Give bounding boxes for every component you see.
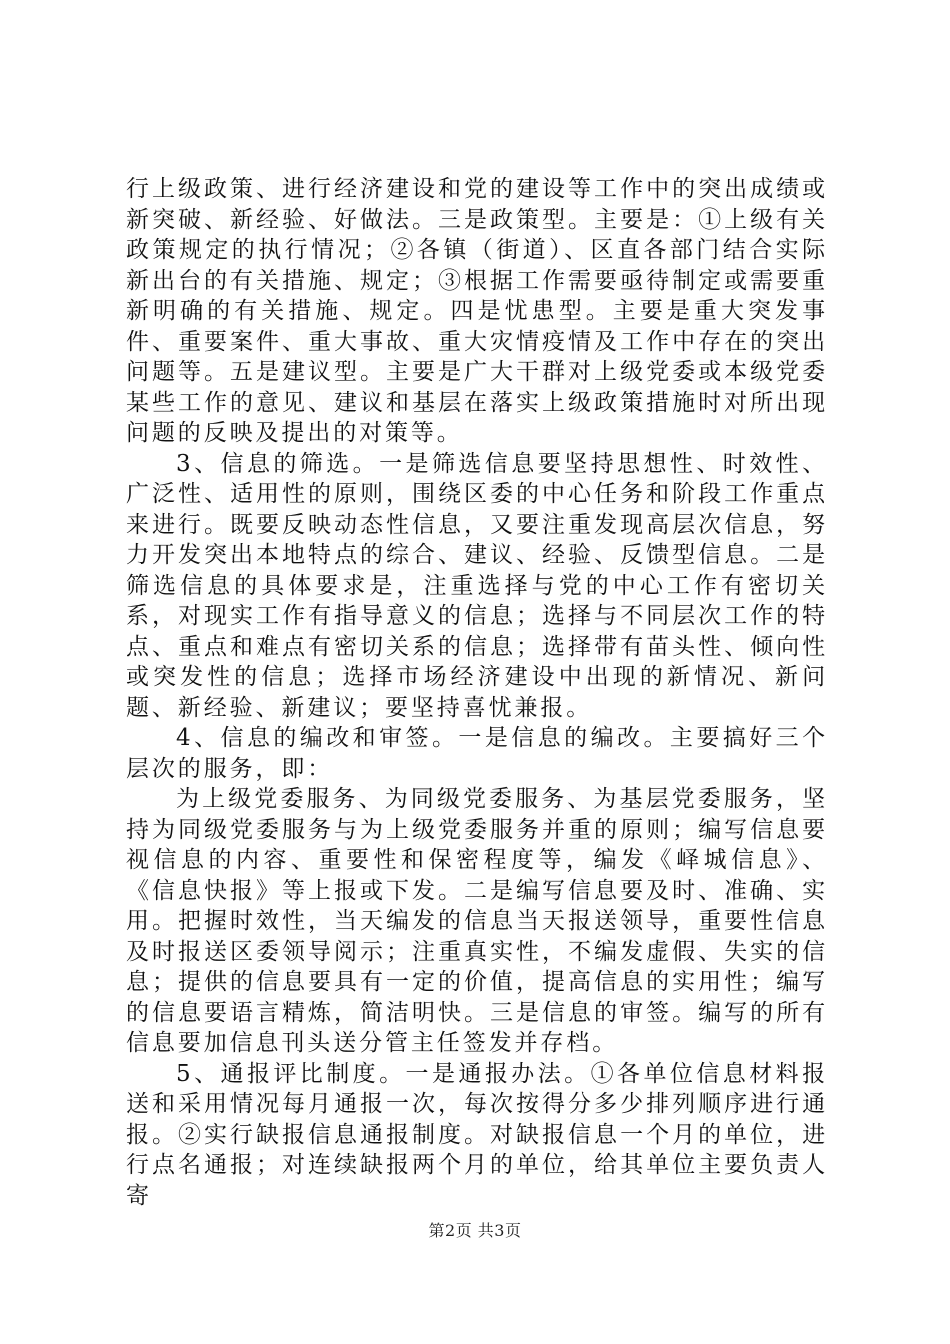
paragraph-2: 3、信息的筛选。一是筛选信息要坚持思想性、时效性、广泛性、适用性的原则，围绕区委的中心任务和阶段工作重点来进行。既要反映动态性信息，又要注重发现高层次信息，努力开发突出本地特点的综合、建议、经验、反馈型信息。二是筛选信息的具体要求是，注重选择与党的中心工作有密切关系，对现实工作有指导意义的信息；选择与不同层次工作的特点、重点和难点有密切关系的信息；选择带有苗头性、倾向性或突发性的信息；选择市场经济建设中出现的新情况、新问题、新经验、新建议；要坚持喜忧兼报。 xyxy=(126,450,828,721)
paragraph-4: 为上级党委服务、为同级党委服务、为基层党委服务，坚持为同级党委服务与为上级党委服务并重的原则；编写信息要视信息的内容、重要性和保密程度等，编发《峄城信息》、《信息快报》等上报或下发。二是编写信息要及时、准确、实用。把握时效性，当天编发的信息当天报送领导，重要性信息及时报送区委领导阅示；注重真实性，不编发虚假、失实的信息；提供的信息要具有一定的价值，提高信息的实用性；编写的信息要语言精炼，简洁明快。三是信息的审签。编写的所有信息要加信息刊头送分管主任签发并存档。 xyxy=(126,786,828,1056)
page-number-footer: 第2页 共3页 xyxy=(428,1221,522,1240)
document-body xyxy=(126,174,828,1211)
paragraph-5: 5、通报评比制度。一是通报办法。①各单位信息材料报送和采用情况每月通报一次，每次按得分多少排列顺序进行通报。②实行缺报信息通报制度。对缺报信息一个月的单位，进行点名通报；对连续缺报两个月的单位，给其单位主要负责人寄 xyxy=(126,1060,828,1209)
paragraph-3: 4、信息的编改和审签。一是信息的编改。主要搞好三个层次的服务，即： xyxy=(126,725,828,782)
paragraph-1: 行上级政策、进行经济建设和党的建设等工作中的突出成绩或新突破、新经验、好做法。三是政策型。主要是：①上级有关政策规定的执行情况；②各镇（街道）、区直各部门结合实际新出台的有关措施、规定；③根据工作需要亟待制定或需要重新明确的有关措施、规定。四是忧患型。主要是重大突发事件、重要案件、重大事故、重大灾情疫情及工作中存在的突出问题等。五是建议型。主要是广大干群对上级党委或本级党委某些工作的意见、建议和基层在落实上级政策措施时对所出现问题的反映及提出的对策等。 xyxy=(126,176,828,446)
